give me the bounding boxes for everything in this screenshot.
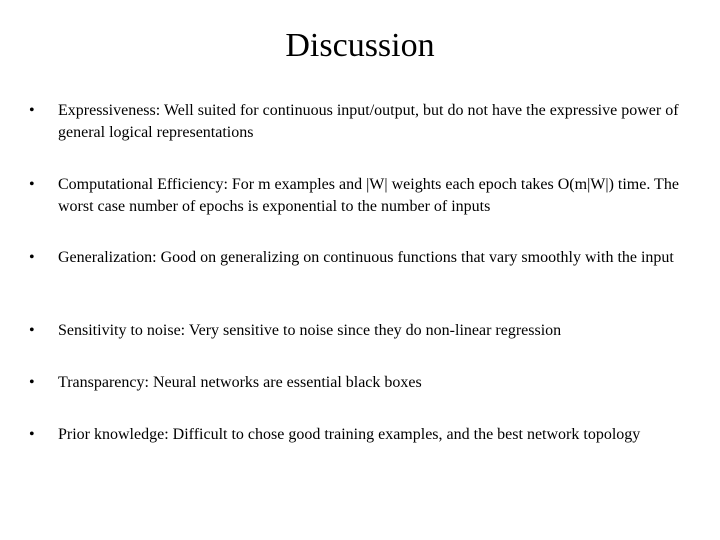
bullet-text: Prior knowledge: Difficult to chose good training examples, and the best network topology [58, 426, 641, 443]
bullet-text: Transparency: Neural networks are essential black boxes [58, 374, 422, 391]
bullet-transparency [29, 372, 694, 394]
bullet-text: Expressiveness: Well suited for continuous input/output, but do not have the expressive power of general logical representations [58, 102, 679, 141]
bullet-text: Generalization: Good on generalizing on continuous functions that vary smoothly with the input [58, 249, 674, 266]
bullet-expressiveness [29, 100, 694, 144]
bullet-dot-icon: • [29, 374, 35, 391]
slide-title: Discussion [285, 27, 435, 64]
bullet-prior-knowledge [29, 424, 694, 446]
bullet-dot-icon: • [29, 176, 35, 193]
bullet-computational-efficiency [29, 174, 694, 218]
bullet-text: Sensitivity to noise: Very sensitive to noise since they do non-linear regression [58, 322, 562, 339]
bullet-sensitivity-to-noise [29, 320, 694, 342]
bullet-dot-icon: • [29, 426, 35, 443]
bullet-generalization [29, 247, 694, 269]
bullet-dot-icon: • [29, 322, 35, 339]
bullet-dot-icon: • [29, 249, 35, 266]
bullet-text: Computational Efficiency: For m examples and |W| weights each epoch takes O(m|W|) time. The worst case number of epochs is exponential to the number of inputs [58, 176, 679, 215]
bullet-dot-icon: • [29, 102, 35, 119]
